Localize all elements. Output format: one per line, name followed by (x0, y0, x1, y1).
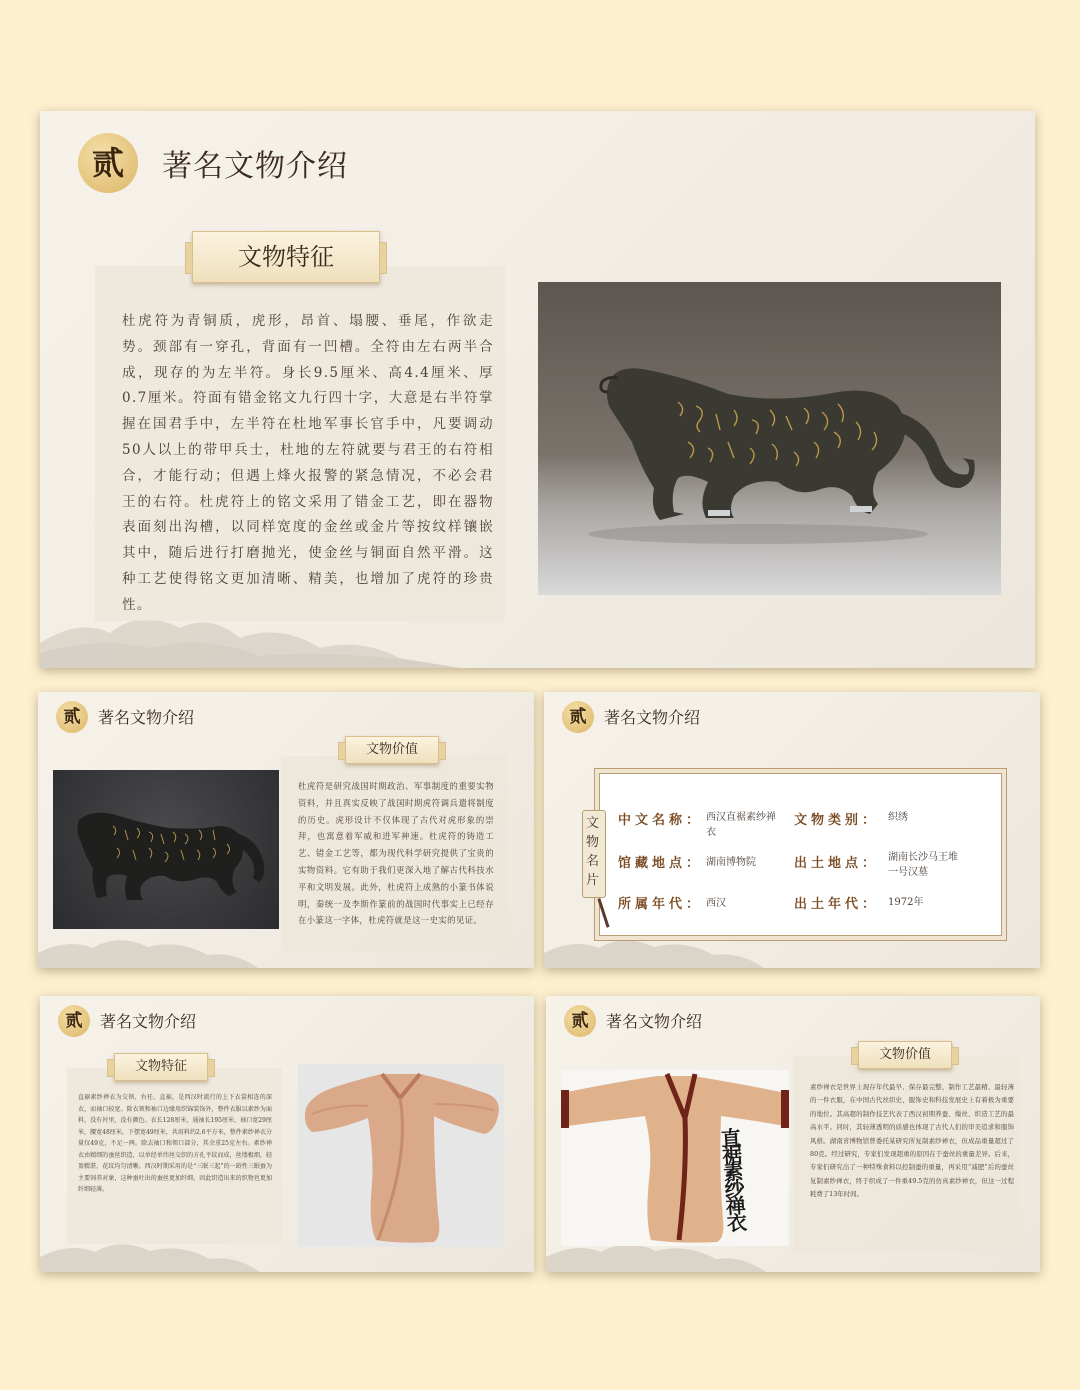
field-museum-value: 湖南博物院 (706, 857, 756, 868)
tiger-tally-icon (53, 770, 279, 929)
mountain-ink-decoration (38, 923, 258, 968)
artifact-value-text: 杜虎符是研究战国时期政治、军事制度的重要实物资料，并且真实反映了战国时期虎符调兵遣将制度的历史。虎形设计不仅体现了古代对虎形象的崇拜，也寓意着军威和进军神速。杜虎符的铸造工艺、错金工艺等，都为现代科学研究提供了宝贵的实物资料。它有助于我们更深入地了解古代科技水平和文明发展。此外，杜虎符上成熟的小篆书体说明，秦统一及李斯作篆前的战国时代事实上已经存在小篆这一字体，杜虎符就是这一史实的见证。 (298, 781, 494, 926)
artifact-value-text: 素纱禅衣是世界上现存年代最早、保存最完整、制作工艺最精、最轻薄的一件衣服，在中国古代丝织史、服饰史和科技发展史上有着极为重要的地位。其高超的制作技艺代表了西汉初期养蚕、缫丝、织造工艺的最高水平。同时，其轻薄透明的质感也体现了古代人们的审美追求和服饰风格。湖南省博物馆曾委托某研究所复制素纱禅衣，但成品重量超过了80克。经过研究，专家们发现超重的原因在于蚕丝的重量差异。后来，专家们研究出了一种特殊食料以控制蚕的重量，再采用“减肥”后的蚕丝复制素纱禅衣，终于织成了一件重49.5克的仿真素纱禅衣，但这一过程耗费了13年时间。 (810, 1083, 1014, 1199)
section-plaque: 文物特征 (114, 1053, 208, 1081)
field-name-label: 中文名称： (618, 813, 704, 828)
section-plaque: 文物特征 (192, 231, 380, 283)
slide-4 (40, 996, 534, 1272)
card-tag-label: 文物名片 (586, 816, 600, 888)
tiger-tally-photo (538, 282, 1001, 595)
section-title: 著名文物介绍 (604, 708, 701, 727)
field-museum-label: 馆藏地点： (618, 856, 704, 871)
field-site-label: 出土地点： (794, 856, 880, 871)
artifact-description: 直裾素纱禅衣为交领、右衽、直裾，是西汉时流行的上下衣裳相连的深衣，而袖口较宽。除衣领和袖口边缘用织锦装饰外，整件衣服以素纱为面料，没有衬里，没有颜色。衣长128厘米，通袖长195厘米，袖口宽29厘米，腰宽48厘米，下摆宽49厘米，共用料约2.6平方米，整件素纱禅衣分量仅49克，不足一两。除去袖口和领口部分，其余重25克左右。素纱禅衣由精细的蚕丝织造，以单经单纬丝交织的方孔平纹而成，丝缕极细，轻盈精湛，花纹均匀清晰。西汉时期采用的是“三眠三起”的一龄性三眠蚕为主要饲养对象，这种蚕吐出的蚕丝更加纤细，因此织造出来的织物也更加纤细轻薄。 (78, 1094, 272, 1193)
section-badge: 贰 (564, 1005, 596, 1037)
slide-3 (544, 692, 1040, 968)
slide-5 (546, 996, 1040, 1272)
calligraphy-label: 直裾素纱禅衣 (720, 1125, 748, 1236)
section-title: 著名文物介绍 (162, 149, 348, 184)
field-year-value: 1972年 (888, 897, 924, 908)
section-title: 著名文物介绍 (100, 1012, 197, 1031)
field-site-value: 湖南长沙马王堆一号汉墓 (888, 852, 958, 878)
slide-2 (38, 692, 534, 968)
field-era-label: 所属年代： (618, 897, 704, 912)
section-badge: 贰 (56, 701, 88, 733)
section-badge: 贰 (58, 1005, 90, 1037)
field-name-value: 西汉直裾素纱禅衣 (706, 812, 776, 838)
section-title: 著名文物介绍 (98, 708, 195, 727)
tiger-tally-icon (538, 282, 1001, 595)
section-plaque: 文物价值 (345, 736, 439, 764)
field-year-label: 出土年代： (794, 897, 880, 912)
artifact-description: 杜虎符为青铜质，虎形，昂首、塌腰、垂尾，作欲走势。颈部有一穿孔，背面有一凹槽。全符由左右两半合成，现存的为左半符。身长9.5厘米、高4.4厘米、厚0.7厘米。符面有错金铭文九行四十字，大意是右半符掌握在国君手中，左半符在杜地军事长官手中，凡要调动50人以上的带甲兵士，杜地的左符就要与君王的右符相合，才能行动；但遇上烽火报警的紧急情况，不必会君王的右符。杜虎符上的铭文采用了错金工艺，即在器物表面刻出沟槽，以同样宽度的金丝或金片等按纹样镶嵌其中，随后进行打磨抛光，使金丝与铜面自然平滑。这种工艺使得铭文更加清晰、精美，也增加了虎符的珍贵性。 (122, 313, 494, 613)
robe-icon (561, 1070, 789, 1246)
field-era-value: 西汉 (706, 898, 726, 909)
silk-robe-photo (298, 1064, 504, 1247)
section-badge: 贰 (78, 133, 138, 193)
field-category-label: 文物类别： (794, 813, 880, 828)
robe-icon (298, 1064, 504, 1247)
silk-robe-photo (561, 1070, 789, 1246)
section-plaque: 文物价值 (858, 1041, 952, 1069)
section-badge: 贰 (562, 701, 594, 733)
field-category-value: 织绣 (888, 812, 908, 823)
slide-1 (40, 111, 1035, 668)
tiger-tally-photo-dark (53, 770, 279, 929)
section-title: 著名文物介绍 (606, 1012, 703, 1031)
